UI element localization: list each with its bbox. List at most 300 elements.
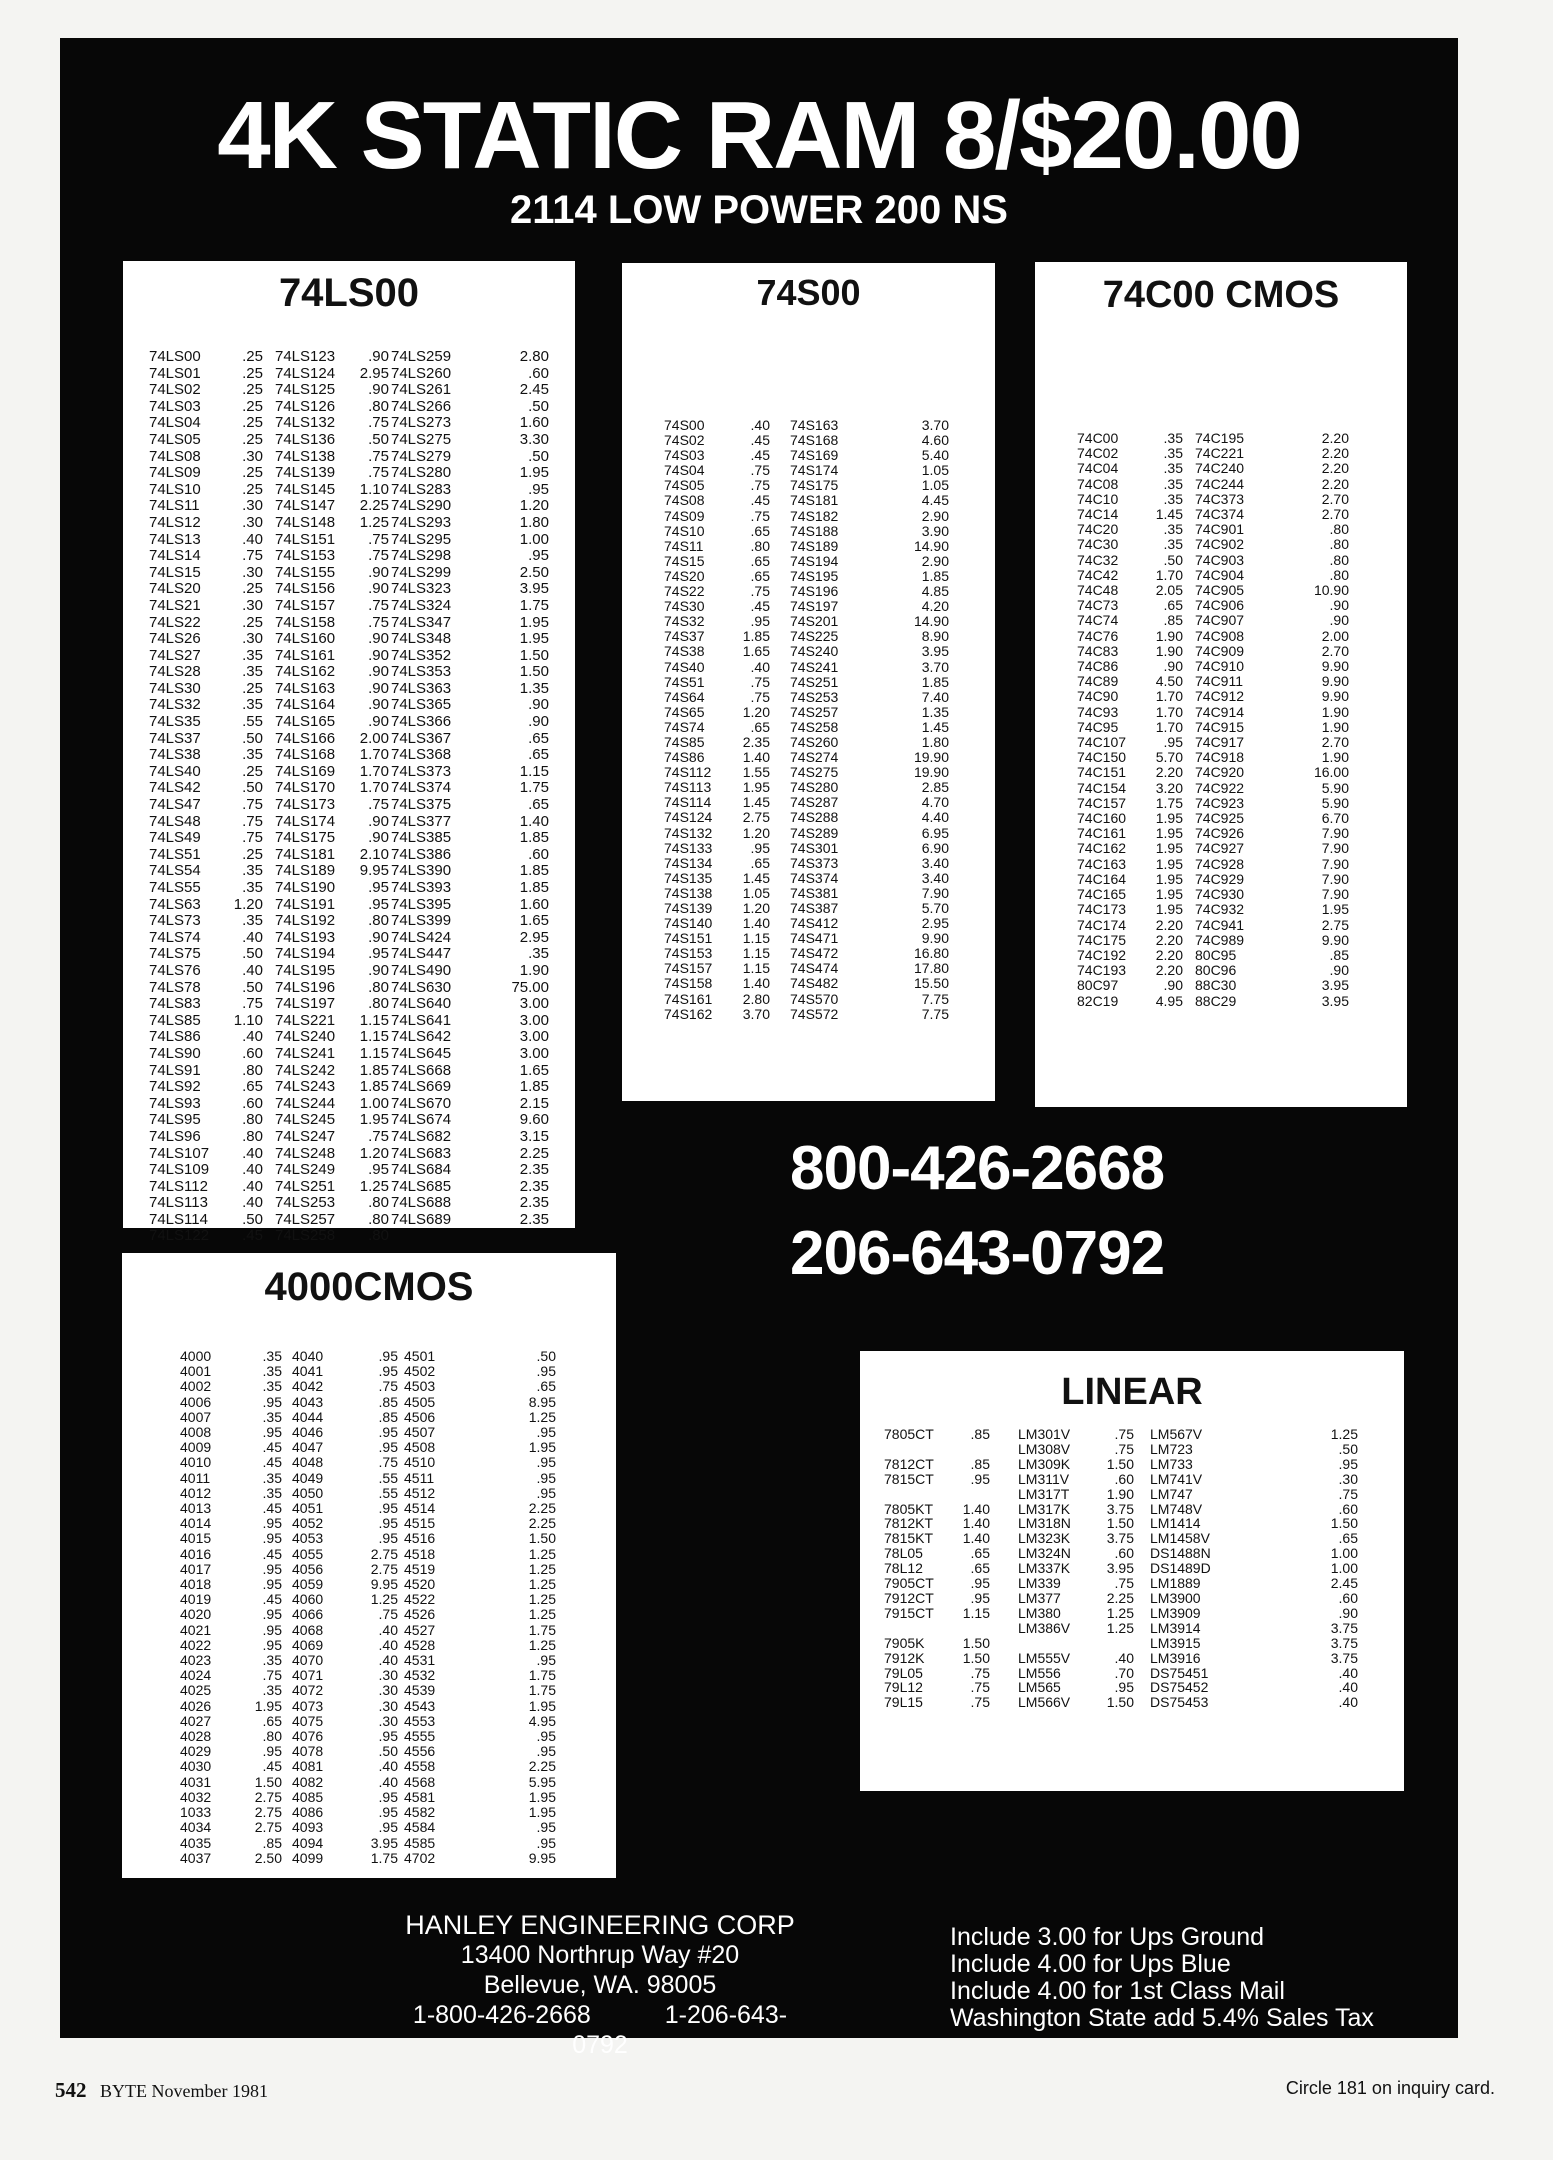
price: .90 [368, 663, 389, 681]
price: 1.35 [921, 703, 949, 720]
part-number: 74LS641 [391, 1011, 452, 1029]
part-number: 74LS299 [391, 563, 452, 581]
part-number: 4539 [404, 1682, 436, 1699]
part-number: 4507 [404, 1424, 436, 1441]
price: .75 [242, 812, 263, 830]
price: .35 [262, 1408, 282, 1425]
part-number: 74S112 [664, 764, 712, 781]
part-number: LM386V [1018, 1619, 1071, 1636]
part-number: 74C925 [1195, 810, 1245, 827]
part-number: 74C902 [1195, 536, 1245, 553]
part-number: 74C173 [1077, 901, 1127, 918]
part-number: 74C920 [1195, 764, 1245, 781]
price: .25 [242, 381, 263, 399]
price: .95 [378, 1439, 398, 1456]
panel-74c00-cmos [1035, 262, 1407, 1107]
part-number: 74LS670 [391, 1094, 452, 1112]
part-number: 74S153 [664, 945, 713, 962]
part-number: 4582 [404, 1804, 436, 1821]
price: 17.80 [913, 960, 949, 977]
price: 9.90 [921, 930, 949, 947]
price: 1.15 [359, 1028, 389, 1046]
part-number: 74LS48 [149, 812, 201, 830]
part-number: 74LS196 [275, 978, 336, 996]
part-number: LM3914 [1150, 1619, 1201, 1636]
part-number: 74LS49 [149, 829, 201, 847]
table-column [948, 1427, 990, 1710]
part-number: 74LS169 [275, 762, 336, 780]
price: 2.95 [359, 364, 389, 382]
part-number: 74C174 [1077, 916, 1127, 933]
price: .75 [368, 547, 389, 565]
shipping-line: Washington State add 5.4% Sales Tax [950, 2004, 1374, 2032]
price: 2.45 [1330, 1575, 1358, 1592]
table-column [884, 1427, 944, 1710]
price: 4.95 [1155, 992, 1183, 1009]
table-column [1092, 1427, 1134, 1710]
part-number: 74S04 [664, 462, 705, 479]
price: .25 [242, 464, 263, 482]
company-phones [400, 2000, 800, 2060]
part-number: 4018 [180, 1576, 212, 1593]
price: 3.75 [1106, 1500, 1134, 1517]
price: .50 [242, 1210, 263, 1228]
price: .95 [262, 1424, 282, 1441]
price: .35 [242, 862, 263, 880]
price: .95 [378, 1363, 398, 1380]
price: 1.65 [519, 1061, 549, 1079]
table-column [391, 349, 463, 1245]
price: 1.50 [519, 646, 549, 664]
price: .95 [262, 1560, 282, 1577]
part-number: 74LS374 [391, 779, 452, 797]
part-number: 4030 [180, 1758, 212, 1775]
price: .45 [262, 1500, 282, 1517]
part-number: 4506 [404, 1408, 436, 1425]
part-number: LM3909 [1150, 1604, 1201, 1621]
price: 2.50 [254, 1849, 282, 1866]
price: .90 [368, 646, 389, 664]
price: 5.90 [1321, 779, 1349, 796]
part-number: DS75451 [1150, 1664, 1209, 1681]
company-address-1: 13400 Northrup Way #20 [460, 1941, 740, 1969]
part-number: 4052 [292, 1515, 324, 1532]
price: .50 [242, 729, 263, 747]
price: 2.20 [1321, 430, 1349, 446]
price: .95 [378, 1500, 398, 1517]
price: 1.80 [921, 733, 949, 750]
part-number: 74LS688 [391, 1194, 452, 1212]
part-number: 74LS283 [391, 480, 452, 498]
price: .90 [368, 563, 389, 581]
price: .80 [368, 912, 389, 930]
part-number: 74LS368 [391, 746, 452, 764]
price: 1.25 [1330, 1426, 1358, 1442]
part-number: 74LS126 [275, 397, 336, 415]
part-number: 4516 [404, 1530, 436, 1547]
part-number: 74S85 [664, 733, 705, 750]
price: .75 [378, 1606, 398, 1623]
part-number: 4076 [292, 1728, 324, 1745]
part-number: 7912K [884, 1649, 925, 1666]
part-number: 4034 [180, 1819, 212, 1836]
price: 1.50 [519, 663, 549, 681]
part-number: 74LS240 [275, 1028, 336, 1046]
part-number: 74LS257 [275, 1210, 336, 1228]
part-number: 4503 [404, 1378, 436, 1395]
page-number: 542 [55, 2078, 87, 2102]
part-number: 4013 [180, 1500, 212, 1517]
part-number: 74LS191 [275, 895, 336, 913]
price: .75 [750, 507, 770, 524]
part-number: 74LS194 [275, 945, 336, 963]
part-number: 74S133 [664, 839, 713, 856]
part-number: 74C93 [1077, 703, 1119, 720]
part-number: 74S201 [790, 613, 839, 630]
part-number: 74LS295 [391, 530, 452, 548]
price: 3.75 [1330, 1649, 1358, 1666]
price: .85 [970, 1455, 990, 1472]
part-number: LM318N [1018, 1515, 1071, 1532]
table-column [238, 1349, 282, 1866]
part-number: 74S11 [664, 537, 704, 554]
part-number: 74LS112 [149, 1177, 208, 1195]
price: .40 [242, 928, 263, 946]
part-number: 4059 [292, 1576, 324, 1593]
part-number: 74C95 [1077, 718, 1119, 735]
price: 1.75 [528, 1667, 556, 1684]
price: .25 [242, 348, 263, 365]
part-number: 74LS685 [391, 1177, 452, 1195]
part-number: DS1488N [1150, 1545, 1211, 1562]
part-number: 4585 [404, 1834, 436, 1851]
price: .75 [368, 414, 389, 432]
price: .50 [242, 945, 263, 963]
part-number: 74LS28 [149, 663, 201, 681]
price: 1.45 [742, 794, 770, 811]
price: 1.15 [742, 930, 770, 947]
part-number: LM1458V [1150, 1530, 1210, 1547]
part-number: 74LS00 [149, 348, 201, 365]
price: 2.20 [1321, 445, 1349, 462]
price: 2.25 [528, 1758, 556, 1775]
price: 15.50 [913, 975, 949, 992]
part-number: 4020 [180, 1606, 212, 1623]
price: .95 [1163, 734, 1183, 751]
part-number: 4009 [180, 1439, 212, 1456]
price: .60 [1338, 1589, 1358, 1606]
price: .50 [536, 1348, 556, 1364]
price: .65 [970, 1545, 990, 1562]
part-number: 4021 [180, 1621, 212, 1638]
part-number: 74C927 [1195, 840, 1245, 857]
price: .60 [528, 364, 549, 382]
price: .75 [1338, 1485, 1358, 1502]
price: 2.20 [1155, 916, 1183, 933]
part-number: 7905K [884, 1634, 925, 1651]
part-number: 74LS682 [391, 1127, 452, 1145]
price: 1.25 [370, 1591, 398, 1608]
price: 1.75 [528, 1682, 556, 1699]
price: .95 [378, 1788, 398, 1805]
part-number: 74S124 [664, 809, 713, 826]
price: .35 [242, 879, 263, 896]
price: 1.25 [528, 1560, 556, 1577]
price: 1.90 [519, 961, 549, 979]
price: .35 [1163, 460, 1183, 477]
part-number: 74C244 [1195, 475, 1245, 492]
price: 3.95 [1321, 977, 1349, 994]
part-number: 74LS32 [149, 696, 201, 714]
price: 1.15 [742, 960, 770, 977]
price: 2.75 [370, 1560, 398, 1577]
price: .35 [1163, 430, 1183, 446]
price: .75 [368, 796, 389, 814]
price: 9.95 [370, 1576, 398, 1593]
part-number: 74C914 [1195, 703, 1245, 720]
part-number: 74LS139 [275, 464, 336, 482]
part-number: 74S251 [790, 673, 839, 690]
price: .80 [750, 537, 770, 554]
part-number: 74LS189 [275, 862, 336, 880]
price: 1.75 [528, 1621, 556, 1638]
price: 7.90 [1321, 886, 1349, 903]
price: .95 [970, 1575, 990, 1592]
part-number: 4050 [292, 1484, 324, 1501]
part-number: 74LS10 [149, 480, 201, 498]
part-number: 74C917 [1195, 734, 1245, 751]
price: 1.85 [921, 567, 949, 584]
part-number: LM565 [1018, 1679, 1061, 1696]
price: 1.95 [359, 1111, 389, 1129]
price: 2.25 [1106, 1589, 1134, 1606]
part-number: 74S38 [664, 643, 705, 660]
price: .60 [1114, 1470, 1134, 1487]
part-number: 74C907 [1195, 612, 1245, 629]
part-number: 74C918 [1195, 749, 1245, 766]
part-number: 74LS162 [275, 663, 336, 681]
price: 2.85 [921, 779, 949, 796]
price: 2.35 [519, 1177, 549, 1195]
part-number: 74LS38 [149, 746, 201, 764]
part-number: 74S472 [790, 945, 839, 962]
price: 1.95 [519, 613, 549, 631]
part-number: 74S64 [664, 688, 705, 705]
price: .45 [262, 1439, 282, 1456]
price: .40 [750, 417, 770, 433]
price: .95 [536, 1424, 556, 1441]
part-number: 74S168 [790, 432, 839, 449]
price: 9.90 [1321, 931, 1349, 948]
price: .80 [368, 1227, 389, 1245]
part-number: 74C162 [1077, 840, 1127, 857]
price: .85 [378, 1408, 398, 1425]
price: 1.45 [921, 718, 949, 735]
price: 1.10 [233, 1011, 263, 1029]
price: 1.95 [519, 630, 549, 648]
part-number: 74LS375 [391, 796, 452, 814]
price: 1.80 [519, 513, 549, 531]
part-number: 74C42 [1077, 566, 1119, 583]
part-number: 4522 [404, 1591, 436, 1608]
price: .35 [1163, 521, 1183, 538]
price: 1.75 [519, 596, 549, 614]
price: .95 [536, 1652, 556, 1669]
part-number: 74LS195 [275, 961, 336, 979]
price: .75 [378, 1454, 398, 1471]
part-number: 74LS245 [275, 1111, 336, 1129]
part-number: 74LS145 [275, 480, 336, 498]
part-number: 4094 [292, 1834, 324, 1851]
price: 4.85 [921, 583, 949, 600]
part-number: 4047 [292, 1439, 324, 1456]
price: .65 [528, 746, 549, 764]
part-number: 74C908 [1195, 627, 1245, 644]
price: .75 [368, 530, 389, 548]
part-number: 74C912 [1195, 688, 1245, 705]
price: 1.25 [528, 1576, 556, 1593]
part-number: LM3900 [1150, 1589, 1201, 1606]
part-number: 79L12 [884, 1679, 923, 1696]
price: 4.95 [528, 1712, 556, 1729]
part-number [884, 1621, 944, 1636]
price: .80 [242, 1111, 263, 1129]
price: .95 [378, 1424, 398, 1441]
part-number: 74S374 [790, 869, 839, 886]
price [948, 1442, 990, 1457]
price: .75 [242, 796, 263, 814]
part-number: LM723 [1150, 1440, 1193, 1457]
part-number: 74LS13 [149, 530, 201, 548]
part-number: 4581 [404, 1788, 436, 1805]
part-number: 74S195 [790, 567, 839, 584]
panel-74ls00 [123, 261, 575, 1245]
part-number: 74LS55 [149, 879, 201, 896]
price: .45 [750, 447, 770, 464]
price: 1.20 [359, 1144, 389, 1162]
part-number: 4019 [180, 1591, 212, 1608]
price: 1.60 [519, 414, 549, 432]
price: 3.40 [921, 869, 949, 886]
price: .90 [528, 696, 549, 714]
price: .75 [368, 596, 389, 614]
price: .50 [242, 978, 263, 996]
price: .90 [368, 928, 389, 946]
table-column [887, 418, 949, 1022]
part-number: 74LS109 [149, 1161, 210, 1179]
part-number: 74C150 [1077, 749, 1127, 766]
part-number: 74C14 [1077, 506, 1119, 523]
price: 2.20 [1321, 475, 1349, 492]
price: 7.90 [1321, 870, 1349, 887]
price: 4.70 [921, 794, 949, 811]
part-number: 74S188 [790, 522, 839, 539]
part-number: 74S74 [664, 718, 705, 735]
price: 1.20 [233, 895, 263, 913]
company-block [400, 1910, 800, 2060]
price: .65 [1163, 597, 1183, 614]
part-number: 74LS113 [149, 1194, 208, 1212]
part-number: 4532 [404, 1667, 436, 1684]
part-number: 74S471 [790, 930, 839, 947]
price: .80 [262, 1728, 282, 1745]
panel-title: 74C00 CMOS [1102, 274, 1340, 316]
price: 1.20 [742, 824, 770, 841]
part-number: 74LS190 [275, 879, 336, 896]
part-number: 74S301 [790, 839, 839, 856]
part-number: 4025 [180, 1682, 212, 1699]
price: .40 [1338, 1679, 1358, 1696]
table-column [180, 1349, 230, 1866]
part-number: 4073 [292, 1697, 324, 1714]
part-number: 74LS151 [275, 530, 336, 548]
part-number: 74LS669 [391, 1078, 452, 1096]
part-number: 4007 [180, 1408, 212, 1425]
price: .80 [242, 1061, 263, 1079]
part-number: 4527 [404, 1621, 436, 1638]
part-number: 74S40 [664, 658, 705, 675]
price: .65 [242, 1078, 263, 1096]
price: .80 [1329, 551, 1349, 568]
price: 4.20 [921, 598, 949, 615]
part-number: 74LS168 [275, 746, 336, 764]
part-number: 74C10 [1077, 490, 1119, 507]
price: 2.20 [1321, 460, 1349, 477]
price: 5.70 [921, 900, 949, 916]
price: .35 [262, 1682, 282, 1699]
part-number: 4043 [292, 1393, 324, 1410]
part-number: 74S275 [790, 764, 839, 781]
part-number: 74C904 [1195, 566, 1245, 583]
shipping-line: Include 4.00 for 1st Class Mail [950, 1977, 1285, 2005]
part-number: 4531 [404, 1652, 436, 1669]
part-number: 4001 [180, 1363, 212, 1380]
part-number: 74LS83 [149, 995, 201, 1013]
part-number: 74S140 [664, 915, 713, 932]
part-number: 4042 [292, 1378, 324, 1395]
part-number: 74LS122 [149, 1227, 210, 1245]
price: 3.75 [1330, 1634, 1358, 1651]
price: .95 [970, 1589, 990, 1606]
part-number: 74C161 [1077, 825, 1127, 842]
part-number: 74LS148 [275, 513, 336, 531]
company-phone-2: 1-206-643-0792 [572, 2001, 788, 2059]
price: .75 [368, 1127, 389, 1145]
part-number: 74C989 [1195, 931, 1245, 948]
part-number: 74LS22 [149, 613, 201, 631]
price: .95 [368, 895, 389, 913]
price: 1.50 [254, 1773, 282, 1790]
part-number: 74LS373 [391, 762, 452, 780]
part-number: 74S30 [664, 598, 705, 615]
part-number: 74S280 [790, 779, 839, 796]
part-number: 74S181 [790, 492, 839, 509]
part-number: 4023 [180, 1652, 212, 1669]
price: 5.40 [921, 447, 949, 464]
part-number: 4012 [180, 1484, 212, 1501]
price: 1.70 [359, 762, 389, 780]
price: .75 [378, 1378, 398, 1395]
part-number: 74LS324 [391, 596, 452, 614]
part-number: 74LS165 [275, 713, 336, 731]
price: 19.90 [913, 764, 949, 781]
price: .35 [262, 1652, 282, 1669]
part-number: 74C906 [1195, 597, 1245, 614]
part-number: 4518 [404, 1545, 436, 1562]
price: 1.90 [1321, 718, 1349, 735]
price: 9.95 [359, 862, 389, 880]
price: .40 [1114, 1649, 1134, 1666]
